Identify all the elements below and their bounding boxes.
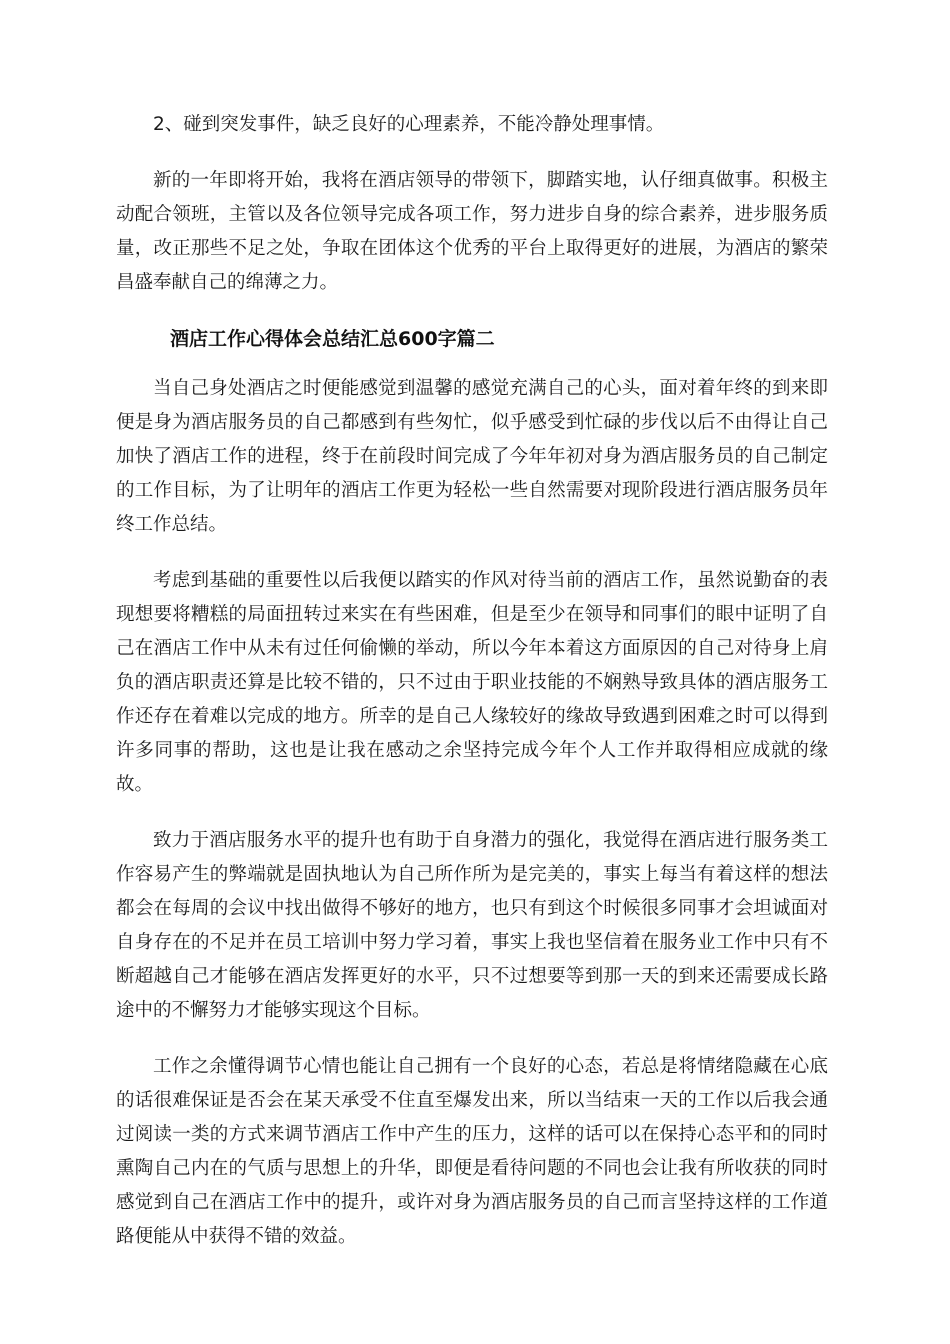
paragraph-2: 新的一年即将开始，我将在酒店领导的带领下，脚踏实地，认仔细真做事。积极主动配合领班，主管以及各位领导完成各项工作，努力进步自身的综合素养，进步服务质量，改正那些不足之处，争取在团体这个优秀的平台上取得更好的进展，为酒店的繁荣昌盛奉献自己的绵薄之力。 — [116, 170, 828, 293]
paragraph-5: 致力于酒店服务水平的提升也有助于自身潜力的强化，我觉得在酒店进行服务类工作容易产生的弊端就是固执地认为自己所作所为是完美的，事实上每当有着这样的想法都会在每周的会议中找出做得不够好的地方，也只有到这个时候很多同事才会坦诚面对自身存在的不足并在员工培训中努力学习着，事实上我也坚信着在服务业工作中只有不断超越自己才能够在酒店发挥更好的水平，只不过想要等到那一天的到来还需要成长路途中的不懈努力才能够实现这个目标。 — [116, 830, 828, 1021]
document-body — [116, 108, 828, 1276]
paragraph-4: 考虑到基础的重要性以后我便以踏实的作风对待当前的酒店工作，虽然说勤奋的表现想要将糟糕的局面扭转过来实在有些困难，但是至少在领导和同事们的眼中证明了自己在酒店工作中从未有过任何偷懒的举动，所以今年本着这方面原因的自己对待身上肩负的酒店职责还算是比较不错的，只不过由于职业技能的不娴熟导致具体的酒店服务工作还存在着难以完成的地方。所幸的是自己人缘较好的缘故导致遇到困难之时可以得到许多同事的帮助，这也是让我在感动之余坚持完成今年个人工作并取得相应成就的缘故。 — [116, 570, 828, 795]
section-heading: 酒店工作心得体会总结汇总600字篇二 — [170, 328, 495, 350]
paragraph-6: 工作之余懂得调节心情也能让自己拥有一个良好的心态，若总是将情绪隐藏在心底的话很难保证是否会在某天承受不住直至爆发出来，所以当结束一天的工作以后我会通过阅读一类的方式来调节酒店工作中产生的压力，这样的话可以在保持心态平和的同时熏陶自己内在的气质与思想上的升华，即便是看待问题的不同也会让我有所收获的同时感觉到自己在酒店工作中的提升，或许对身为酒店服务员的自己而言坚持这样的工作道路便能从中获得不错的效益。 — [116, 1056, 828, 1247]
paragraph-3: 当自己身处酒店之时便能感觉到温馨的感觉充满自己的心头，面对着年终的到来即便是身为酒店服务员的自己都感到有些匆忙，似乎感受到忙碌的步伐以后不由得让自己加快了酒店工作的进程，终于在前段时间完成了今年年初对身为酒店服务员的自己制定的工作目标，为了让明年的酒店工作更为轻松一些自然需要对现阶段进行酒店服务员年终工作总结。 — [116, 378, 828, 535]
paragraph-1: 2、碰到突发事件，缺乏良好的心理素养，不能冷静处理事情。 — [153, 114, 665, 135]
